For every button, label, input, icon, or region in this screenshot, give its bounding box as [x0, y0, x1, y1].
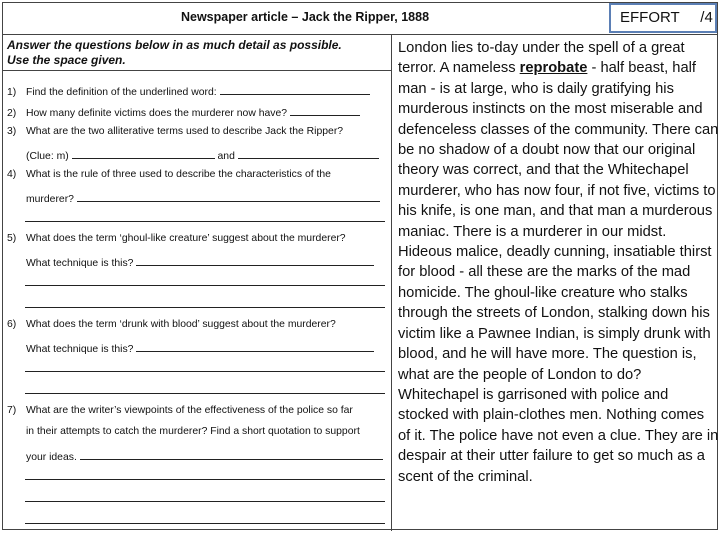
- question-6-line-2: What technique is this?: [26, 340, 374, 356]
- answer-line[interactable]: [25, 307, 385, 308]
- answer-blank[interactable]: [238, 147, 379, 159]
- question-5: 5) What does the term ‘ghoul-like creature’ suggest about the murderer?: [7, 233, 346, 244]
- question-1: 1) Find the definition of the underlined word:: [7, 83, 370, 99]
- question-7-line-3: your ideas.: [26, 448, 383, 464]
- answer-blank[interactable]: [72, 147, 215, 159]
- answer-line[interactable]: [25, 501, 385, 502]
- question-7-line-2: in their attempts to catch the murderer? Find a short quotation to support: [26, 426, 360, 437]
- answer-line[interactable]: [25, 221, 385, 222]
- question-4-line-2: murderer?: [26, 190, 380, 206]
- answer-line[interactable]: [25, 393, 385, 394]
- answer-blank[interactable]: [77, 190, 380, 202]
- answer-blank[interactable]: [80, 448, 383, 460]
- answer-line[interactable]: [25, 479, 385, 480]
- question-4: 4) What is the rule of three used to describe the characteristics of the: [7, 169, 331, 180]
- effort-label: EFFORT: [620, 9, 680, 26]
- answer-line[interactable]: [25, 285, 385, 286]
- question-7: 7) What are the writer’s viewpoints of the effectiveness of the police so far: [7, 405, 353, 416]
- answer-blank[interactable]: [220, 83, 370, 95]
- instructions-divider: [3, 70, 391, 71]
- worksheet: [2, 2, 718, 530]
- questions-panel: [3, 35, 391, 531]
- article-text: London lies to-day under the spell of a great terror. A nameless reprobate - half beast, half man - is at large, who is daily gratifying his murderous instincts on the most miserable and defenceless classes of the community. There can be no shadow of a doubt now that our original theory was correct, and that the Whitechapel murderer, who has now four, if not five, victims to his knife, is one man, and that man a murderous maniac. There is a murderer in our midst. Hideous malice, deadly cunning, insatiable thirst for blood - all these are the marks of the mad homicide. The ghoul-like creature who stalks through the streets of London, stalking down his victim like a Pawnee Indian, is simply drunk with blood, and he will have more. The question is, what are the people of London to do? Whitechapel is garrisoned with police and stocked with plain-clothes men. Nothing comes of it. The police have not even a clue. They are in despair at their utter failure to get so much as a scent of the criminal.: [398, 40, 719, 485]
- answer-blank[interactable]: [136, 340, 374, 352]
- page-title: Newspaper article – Jack the Ripper, 1888: [180, 10, 430, 24]
- instructions-line-2: Use the space given.: [7, 53, 126, 67]
- answer-blank[interactable]: [136, 254, 374, 266]
- column-divider: [391, 35, 392, 531]
- effort-box: [609, 3, 717, 33]
- question-2: 2) How many definite victims does the murderer now have?: [7, 104, 360, 120]
- answer-line[interactable]: [25, 523, 385, 524]
- answer-line[interactable]: [25, 371, 385, 372]
- question-6: 6) What does the term ‘drunk with blood’ suggest about the murderer?: [7, 319, 336, 330]
- question-3: 3) What are the two alliterative terms used to describe Jack the Ripper?: [7, 126, 344, 137]
- question-5-line-2: What technique is this?: [26, 254, 374, 270]
- answer-blank[interactable]: [290, 104, 360, 116]
- instructions-line-1: Answer the questions below in as much detail as possible.: [7, 38, 342, 52]
- underlined-word: reprobate: [519, 60, 588, 77]
- question-3-line-2: (Clue: m) and: [26, 147, 379, 163]
- effort-score: /4: [700, 9, 713, 26]
- instructions: [7, 38, 385, 68]
